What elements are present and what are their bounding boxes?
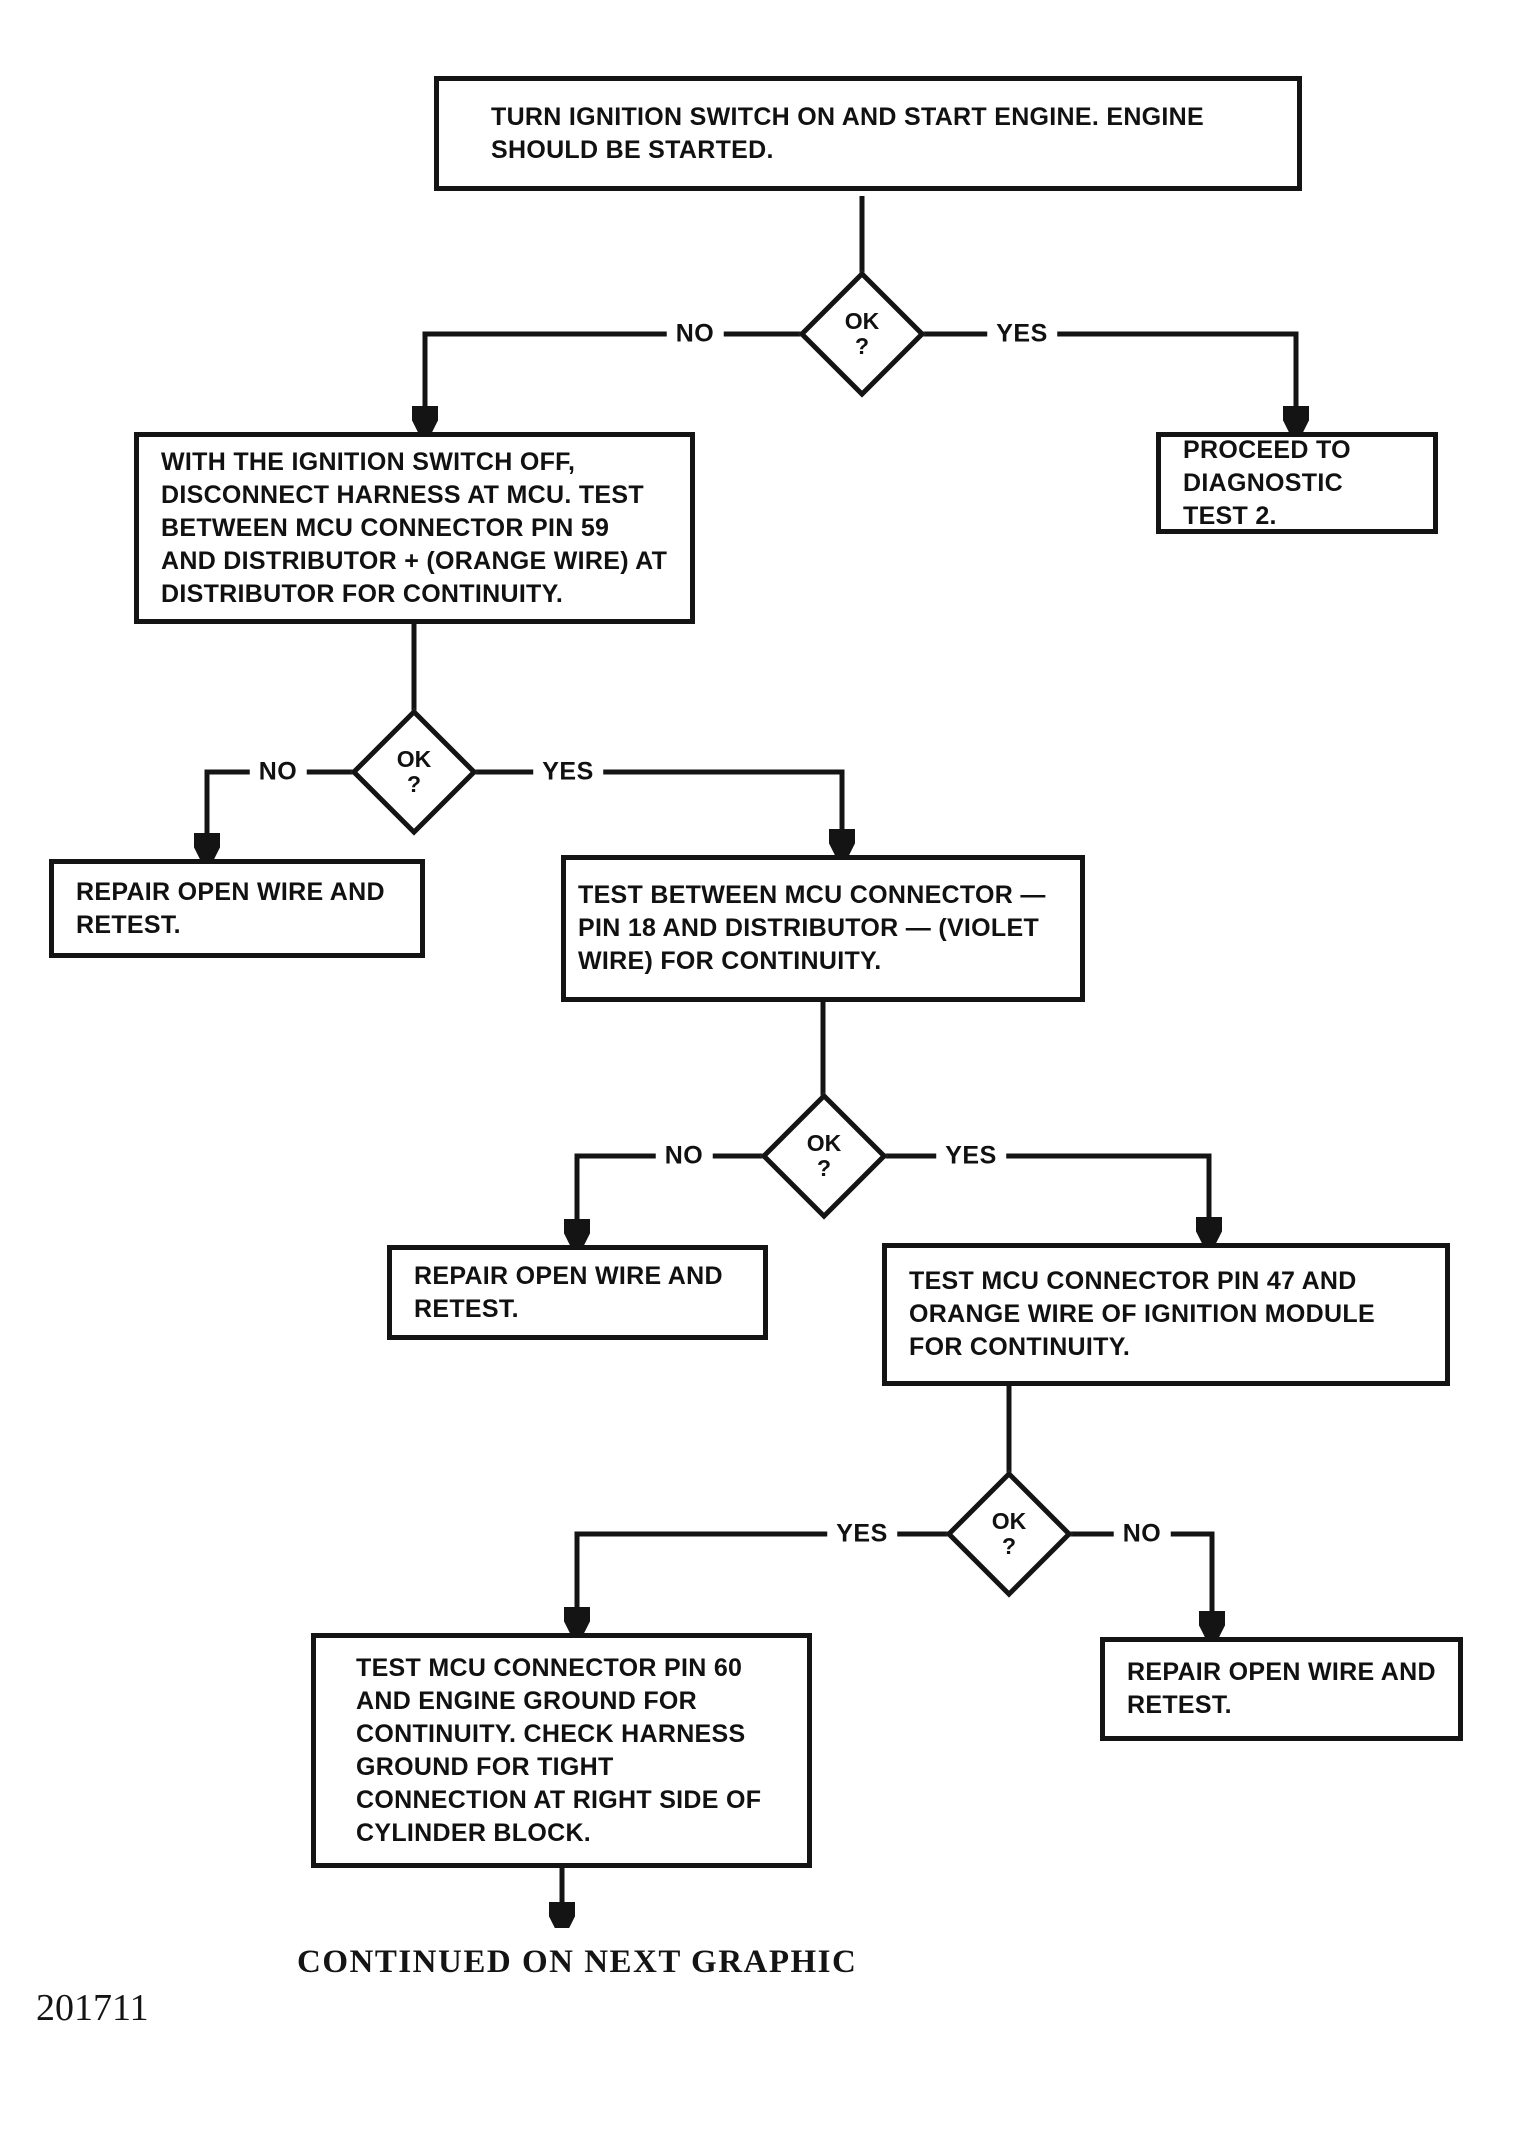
flow-step-test-pin-59 — [134, 432, 695, 624]
decision-2-text — [397, 747, 432, 797]
decision-3-text — [807, 1131, 842, 1181]
edge-label-yes-4: YES — [827, 1520, 897, 1549]
edge-label-yes-1: YES — [987, 320, 1057, 349]
edge-label-yes-2: YES — [533, 758, 603, 787]
flow-step-test-pin-60 — [311, 1633, 812, 1868]
decision-question-mark: ? — [816, 1155, 832, 1181]
decision-question-mark: ? — [854, 333, 870, 359]
decision-question-mark: ? — [1001, 1533, 1017, 1559]
flow-step-repair-retest-2-text: REPAIR OPEN WIRE AND RETEST. — [414, 1261, 723, 1323]
decision-4-text — [992, 1509, 1027, 1559]
edge-label-no-1: NO — [667, 320, 724, 349]
decision-1-text — [845, 309, 880, 359]
connector-decision1-no — [425, 334, 804, 424]
edge-label-no-2: NO — [250, 758, 307, 787]
connector-decision1-yes — [920, 334, 1296, 424]
flow-step-repair-retest-2 — [387, 1245, 768, 1340]
flow-step-start-engine — [434, 76, 1302, 191]
flow-step-repair-retest-1-text: REPAIR OPEN WIRE AND RETEST. — [76, 877, 385, 939]
flow-step-repair-retest-1 — [49, 859, 425, 958]
decision-1-ok-diamond — [802, 274, 922, 394]
connector-decision2-yes — [472, 772, 842, 847]
edge-label-no-4: NO — [1114, 1520, 1171, 1549]
flow-step-test-pin-60-text: TEST MCU CONNECTOR PIN 60 AND ENGINE GROUND FOR CONTINUITY. CHECK HARNESS GROUND FOR TIGHT CONNECTION AT RIGHT SIDE OF CYLINDER BLOCK. — [356, 1653, 762, 1847]
flow-step-test-pin-59-text: WITH THE IGNITION SWITCH OFF, DISCONNECT HARNESS AT MCU. TEST BETWEEN MCU CONNECTOR PIN 59 AND DISTRIBUTOR + (ORANGE WIRE) AT DISTRIBUTOR FOR CONTINUITY. — [161, 447, 668, 608]
flow-step-test-pin-18-text: TEST BETWEEN MCU CONNECTOR — PIN 18 AND DISTRIBUTOR — (VIOLET WIRE) FOR CONTINUITY. — [578, 881, 1046, 975]
decision-ok-label: OK — [991, 1508, 1027, 1535]
connector-decision3-yes — [882, 1156, 1209, 1235]
decision-ok-label: OK — [844, 308, 880, 335]
flow-step-repair-retest-3-text: REPAIR OPEN WIRE AND RETEST. — [1127, 1658, 1436, 1719]
flow-step-test-pin-18 — [561, 855, 1085, 1002]
edge-label-no-3: NO — [656, 1142, 713, 1171]
flow-step-repair-retest-3 — [1100, 1637, 1463, 1741]
flow-step-proceed-test-2 — [1156, 432, 1438, 534]
decision-ok-label: OK — [396, 746, 432, 773]
flow-step-proceed-test-2-text: PROCEED TO DIAGNOSTIC TEST 2. — [1183, 435, 1351, 530]
decision-4-ok-diamond — [949, 1474, 1069, 1594]
continued-on-next-graphic-note: CONTINUED ON NEXT GRAPHIC — [297, 1944, 858, 1980]
figure-number: 201711 — [36, 1987, 149, 2029]
flow-step-test-pin-47 — [882, 1243, 1450, 1386]
decision-ok-label: OK — [806, 1130, 842, 1157]
decision-2-ok-diamond — [354, 712, 474, 832]
edge-label-yes-3: YES — [936, 1142, 1006, 1171]
flow-step-test-pin-47-text: TEST MCU CONNECTOR PIN 47 AND ORANGE WIRE OF IGNITION MODULE FOR CONTINUITY. — [909, 1267, 1375, 1361]
flow-step-start-engine-text: TURN IGNITION SWITCH ON AND START ENGINE. ENGINE SHOULD BE STARTED. — [491, 102, 1205, 164]
decision-question-mark: ? — [406, 771, 422, 797]
decision-3-ok-diamond — [764, 1096, 884, 1216]
